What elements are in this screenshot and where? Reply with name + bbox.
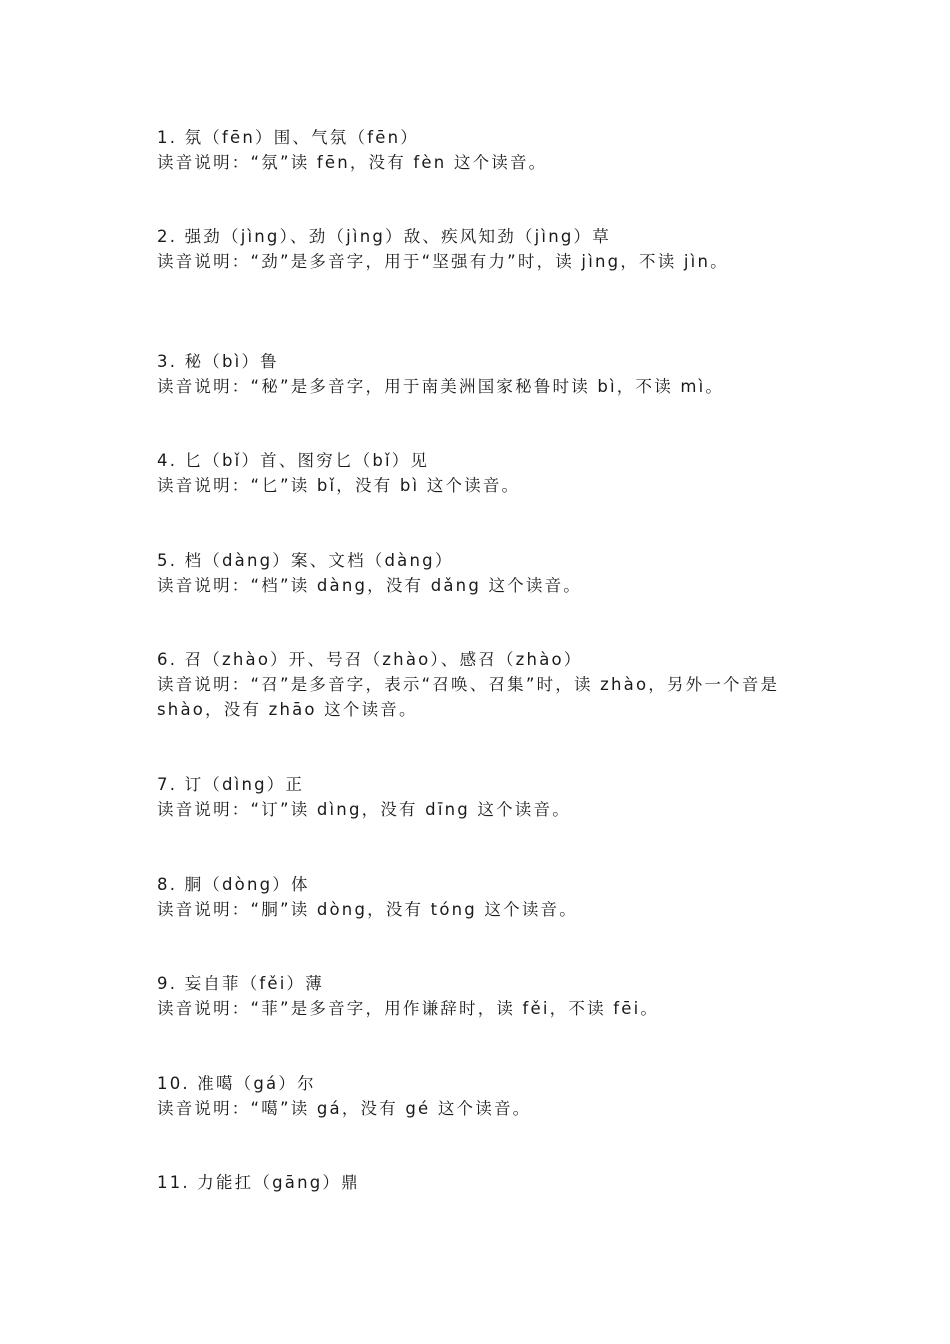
- entry-note: 读音说明：“菲”是多音字，用作谦辞时，读 fěi，不读 fēi。: [157, 999, 660, 1018]
- entry-note: 读音说明：“劲”是多音字，用于“坚强有力”时，读 jìng，不读 jìn。: [157, 252, 729, 271]
- entry-7: [157, 772, 802, 822]
- entry-title: 2. 强劲（jìng）、劲（jìng）敌、疾风知劲（jìng）草: [157, 227, 611, 246]
- entry-note: 读音说明：“订”读 dìng，没有 dīng 这个读音。: [157, 800, 571, 819]
- entry-title: 3. 秘（bì）鲁: [157, 352, 279, 371]
- entry-3: [157, 349, 802, 399]
- entry-note: 读音说明：“秘”是多音字，用于南美洲国家秘鲁时读 bì，不读 mì。: [157, 377, 725, 396]
- entry-title: 9. 妄自菲（fěi）薄: [157, 974, 324, 993]
- entry-10: [157, 1071, 802, 1121]
- entry-note: 读音说明：“召”是多音字，表示“召唤、召集”时，读 zhào，另外一个音是 shào，没有 zhāo 这个读音。: [157, 675, 780, 719]
- entry-title: 10. 准噶（gá）尔: [157, 1074, 316, 1093]
- entry-note: 读音说明：“档”读 dàng，没有 dǎng 这个读音。: [157, 576, 582, 595]
- entry-1: [157, 125, 802, 175]
- entry-title: 11. 力能扛（gāng）鼎: [157, 1173, 360, 1192]
- entry-title: 4. 匕（bǐ）首、图穷匕（bǐ）见: [157, 451, 430, 470]
- entry-4: [157, 448, 802, 498]
- entry-6: [157, 647, 802, 722]
- entry-title: 1. 氛（fēn）围、气氛（fēn）: [157, 128, 419, 147]
- entry-title: 7. 订（dìng）正: [157, 775, 305, 794]
- entry-note: 读音说明：“胴”读 dòng，没有 tóng 这个读音。: [157, 900, 578, 919]
- entry-11: [157, 1170, 802, 1195]
- entry-title: 8. 胴（dòng）体: [157, 875, 310, 894]
- entry-8: [157, 872, 802, 922]
- entry-note: 读音说明：“匕”读 bǐ，没有 bì 这个读音。: [157, 476, 521, 495]
- entry-5: [157, 548, 802, 598]
- entry-note: 读音说明：“氛”读 fēn，没有 fèn 这个读音。: [157, 153, 548, 172]
- entry-2: [157, 224, 802, 274]
- entry-note: 读音说明：“噶”读 gá，没有 gé 这个读音。: [157, 1099, 532, 1118]
- entry-9: [157, 971, 802, 1021]
- entry-title: 5. 档（dàng）案、文档（dàng）: [157, 551, 454, 570]
- entry-title: 6. 召（zhào）开、号召（zhào）、感召（zhào）: [157, 650, 583, 669]
